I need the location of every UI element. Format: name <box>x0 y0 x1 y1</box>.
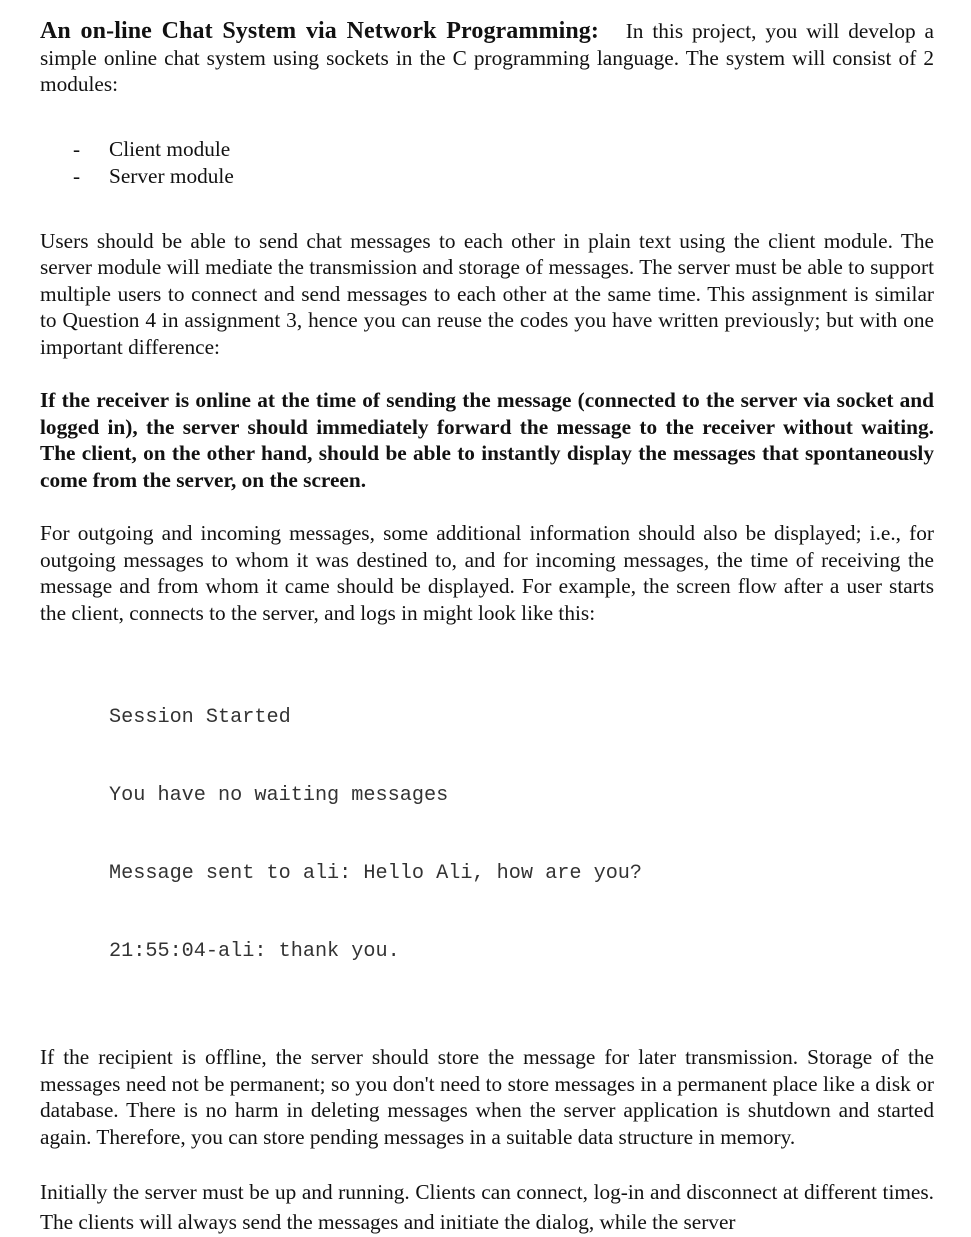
list-item-label: Client module <box>109 136 231 161</box>
list-item-label: Server module <box>109 163 234 188</box>
display-paragraph: For outgoing and incoming messages, some additional information should also be displayed; i.e., for outgoing messages to whom it was destined to, and for incoming messages, the time of receiving the message and from whom it came should be displayed. For example, the screen flow after a user starts the client, connects to the server, and logs in might look like this: <box>40 521 934 625</box>
document-page <box>40 18 934 1237</box>
intro-paragraph <box>40 18 934 98</box>
bullet-dash: - <box>73 163 81 188</box>
intro-text: In this project, you will develop a simple online chat system using sockets in the C programming language. The system will consist of 2 modules: <box>40 19 934 96</box>
bullet-dash: - <box>73 136 81 161</box>
initial-paragraph: Initially the server must be up and running. Clients can connect, log-in and disconnect at different times. The clients will always send the messages and initiate the dialog, while the server <box>40 1180 934 1234</box>
offline-paragraph: If the recipient is offline, the server should store the message for later transmission. Storage of the messages need not be permanent; so you don't need to store messages in a permanent place like a disk or database. There is no harm in deleting messages when the server application is shutdown and started again. Therefore, you can store pending messages in a suitable data structure in memory. <box>40 1045 934 1149</box>
code-line: You have no waiting messages <box>109 784 449 807</box>
users-paragraph: Users should be able to send chat messages to each other in plain text using the client module. The server module will mediate the transmission and storage of messages. The server must be able to support multiple users to connect and send messages to each other at the same time. This assignment is similar to Question 4 in assignment 3, hence you can reuse the codes you have written previously; but with one important difference: <box>40 228 934 359</box>
document-title: An on-line Chat System via Network Programming: <box>40 18 599 44</box>
important-difference-paragraph: If the receiver is online at the time of sending the message (connected to the server via socket and logged in), the server should immediately forward the message to the receiver without waiting. The client, on the other hand, should be able to instantly display the messages that spontaneously come from the server, on the screen. <box>40 388 934 492</box>
module-list <box>73 136 934 190</box>
list-item <box>73 136 934 163</box>
session-example-code <box>109 653 934 1017</box>
code-line: 21:55:04-ali: thank you. <box>109 940 400 963</box>
code-line: Session Started <box>109 706 291 729</box>
list-item <box>73 163 934 190</box>
code-line: Message sent to ali: Hello Ali, how are you? <box>109 862 643 885</box>
